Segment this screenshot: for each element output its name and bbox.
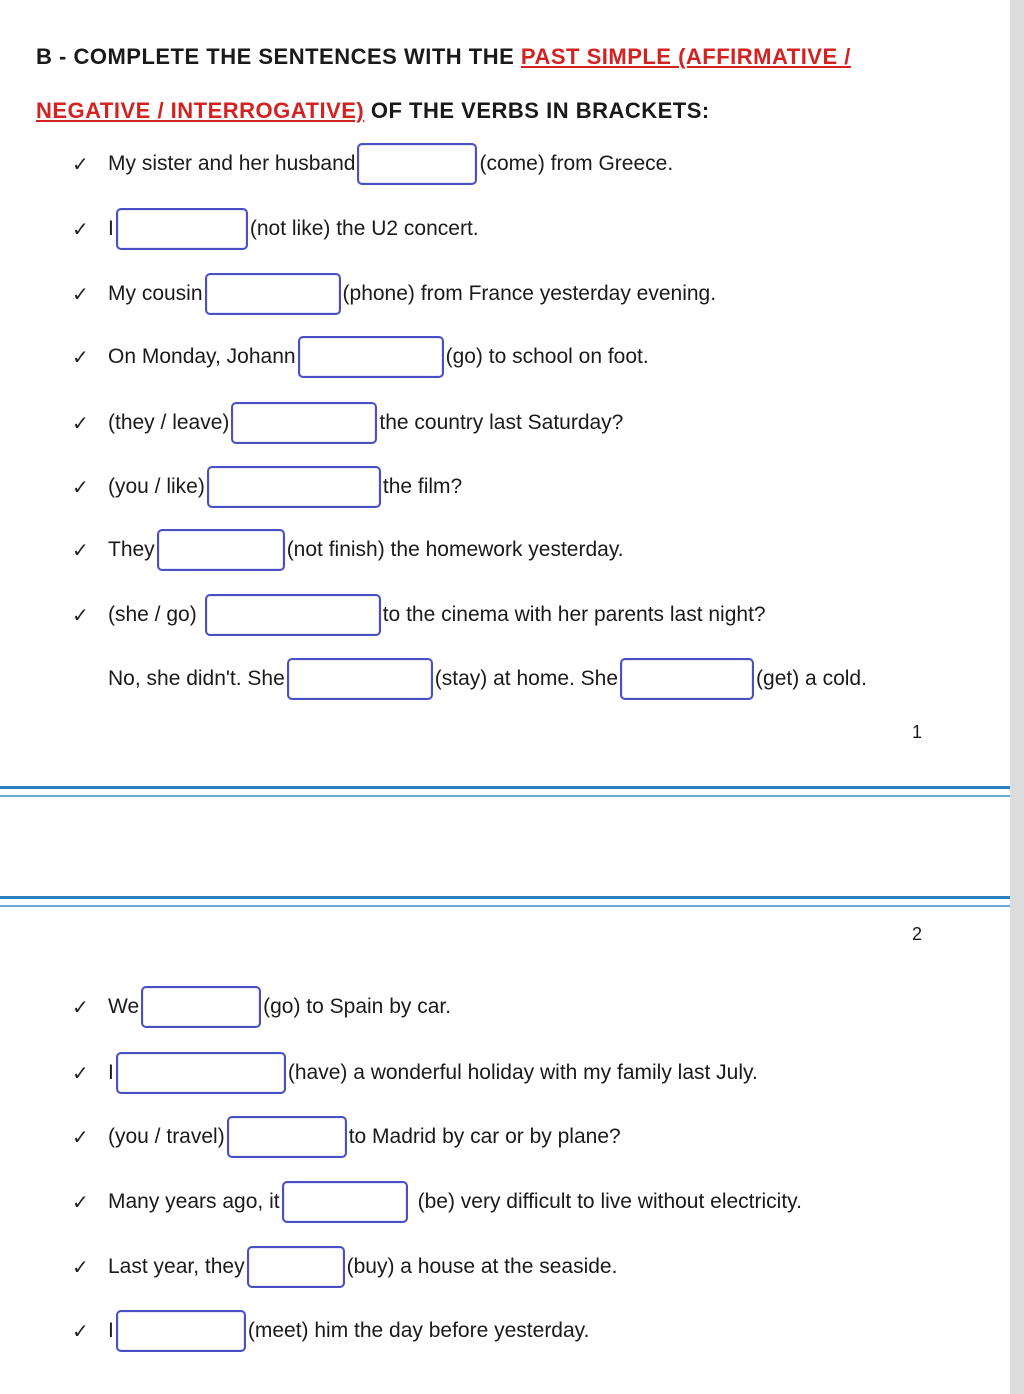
sentence-9 <box>72 984 451 1030</box>
sentence-text-before: On Monday, Johann <box>108 345 296 368</box>
sentence-text-before: My cousin <box>108 282 203 305</box>
answer-text-after: (get) a cold. <box>756 667 867 690</box>
sentence-7 <box>72 527 624 573</box>
answer-field[interactable] <box>620 658 754 700</box>
answer-field[interactable] <box>227 1116 347 1158</box>
sentence-14 <box>72 1308 589 1354</box>
answer-field[interactable] <box>357 143 477 185</box>
sentence-text-after: to Madrid by car or by plane? <box>348 1125 621 1148</box>
checkmark-icon: ✓ <box>72 412 89 435</box>
page-edge <box>1010 0 1024 1394</box>
answer-field[interactable] <box>205 273 341 315</box>
answer-field[interactable] <box>298 336 444 378</box>
sentence-4 <box>72 334 649 380</box>
checkmark-icon: ✓ <box>72 218 89 241</box>
heading-suffix: OF THE VERBS IN BRACKETS: <box>370 98 710 123</box>
sentence-text-before: Last year, they <box>108 1255 245 1278</box>
heading-prefix: B - COMPLETE THE SENTENCES WITH THE <box>36 44 515 69</box>
sentence-2 <box>72 206 479 252</box>
sentence-text-after: (have) a wonderful holiday with my family last July. <box>287 1061 758 1084</box>
answer-field[interactable] <box>231 402 377 444</box>
checkmark-icon: ✓ <box>72 346 89 369</box>
page-divider <box>0 786 1010 789</box>
sentence-text-before: They <box>108 538 155 561</box>
sentence-text-before: I <box>108 1319 114 1342</box>
answer-field[interactable] <box>282 1181 408 1223</box>
heading-red-part2: NEGATIVE / INTERROGATIVE) <box>36 98 365 123</box>
sentence-text-after: (come) from Greece. <box>479 152 674 175</box>
sentence-text-after: (meet) him the day before yesterday. <box>247 1319 590 1342</box>
sentence-10 <box>72 1050 758 1096</box>
sentence-text-after: to the cinema with her parents last night? <box>382 603 766 626</box>
page-number-1: 1 <box>912 722 923 742</box>
page-divider <box>0 905 1010 907</box>
sentence-text-after: (phone) from France yesterday evening. <box>342 282 717 305</box>
answer-field[interactable] <box>287 658 433 700</box>
answer-field[interactable] <box>205 594 381 636</box>
checkmark-icon: ✓ <box>72 604 89 627</box>
sentence-5 <box>72 400 623 446</box>
checkmark-icon: ✓ <box>72 539 89 562</box>
answer-text-middle: (stay) at home. She <box>434 667 619 690</box>
sentence-3 <box>72 271 716 317</box>
sentence-text-after: the country last Saturday? <box>379 411 624 434</box>
sentence-text-before: (they / leave) <box>108 411 230 434</box>
checkmark-icon: ✓ <box>72 283 89 306</box>
answer-field[interactable] <box>157 529 285 571</box>
answer-field[interactable] <box>207 466 381 508</box>
sentence-text-after: (go) to Spain by car. <box>263 995 452 1018</box>
checkmark-icon: ✓ <box>72 1126 89 1149</box>
checkmark-icon: ✓ <box>72 1256 89 1279</box>
sentence-text-before: Many years ago, it <box>108 1190 280 1213</box>
page-divider <box>0 795 1010 797</box>
answer-field[interactable] <box>247 1246 345 1288</box>
checkmark-icon: ✓ <box>72 1191 89 1214</box>
sentence-text-after: (not like) the U2 concert. <box>249 217 479 240</box>
checkmark-icon: ✓ <box>72 476 89 499</box>
answer-field[interactable] <box>141 986 261 1028</box>
checkmark-icon: ✓ <box>72 996 89 1019</box>
sentence-text-before: My sister and her husband <box>108 152 356 175</box>
page-number-2: 2 <box>912 924 923 944</box>
sentence-13 <box>72 1244 617 1290</box>
checkmark-icon: ✓ <box>72 1320 89 1343</box>
sentence-text-after: (not finish) the homework yesterday. <box>286 538 624 561</box>
answer-field[interactable] <box>116 1310 246 1352</box>
sentence-text-before: (you / travel) <box>108 1125 225 1148</box>
sentence-12 <box>72 1179 802 1225</box>
sentence-text-after: (be) very difficult to live without electricity. <box>417 1190 802 1213</box>
sentence-text-after: (buy) a house at the seaside. <box>346 1255 618 1278</box>
sentence-8 <box>72 592 766 638</box>
sentence-text-after: the film? <box>382 475 463 498</box>
sentence-text-before: We <box>108 995 140 1018</box>
answer-line <box>108 656 867 702</box>
answer-text-before: No, she didn't. She <box>108 667 285 690</box>
heading-red-part1: PAST SIMPLE (AFFIRMATIVE / <box>520 44 851 69</box>
sentence-1 <box>72 141 673 187</box>
checkmark-icon: ✓ <box>72 153 89 176</box>
exercise-heading <box>36 30 976 138</box>
answer-field[interactable] <box>116 208 248 250</box>
checkmark-icon: ✓ <box>72 1062 89 1085</box>
page-divider <box>0 896 1010 899</box>
sentence-text-before: I <box>108 217 114 240</box>
sentence-text-before: (she / go) <box>108 603 197 626</box>
sentence-11 <box>72 1114 621 1160</box>
answer-field[interactable] <box>116 1052 286 1094</box>
sentence-text-before: (you / like) <box>108 475 205 498</box>
sentence-text-after: (go) to school on foot. <box>445 345 649 368</box>
sentence-6 <box>72 464 462 510</box>
sentence-text-before: I <box>108 1061 114 1084</box>
